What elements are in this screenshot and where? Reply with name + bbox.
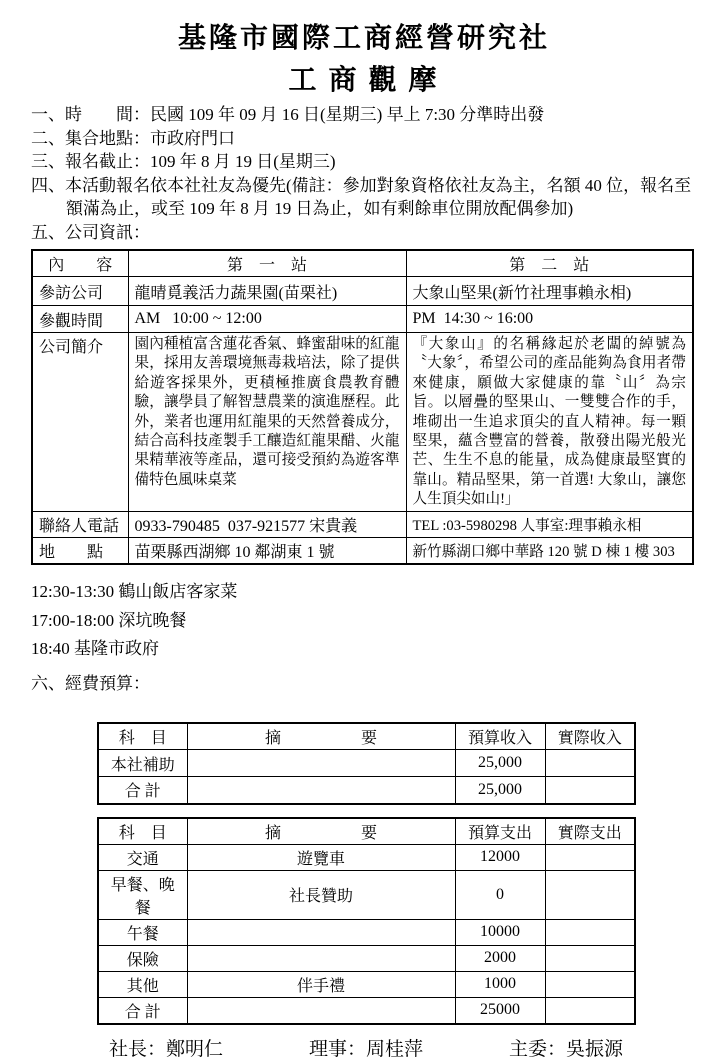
expense-other-budget: 1000 (455, 971, 545, 997)
income-subsidy-actual (545, 750, 635, 777)
table-row-visited-company (32, 277, 693, 306)
income-subsidy-budget: 25,000 (455, 750, 545, 777)
company-intro-stop2: 『大象山』的名稱緣起於老闆的綽號為〝大象〞，希望公司的產品能夠為食用者帶來健康，願做大家健康的靠〝山〞為宗旨。以層疊的堅果山、一雙雙合作的手，堆砌出一生追求頂尖的直人精神。每一顆堅果，蘊含豐富的營養，散發出陽光般光芒、生生不息的能量，成為健康最堅實的靠山。精品堅果，第一首選! 大象山，讓您人生頂尖如山!」 (406, 333, 693, 512)
contact-phone-stop2: TEL :03-5980298 人事室:理事賴永相 (406, 511, 693, 537)
label-visit-time: 參觀時間 (32, 306, 128, 333)
expense-total-budget: 25000 (455, 997, 545, 1024)
income-subsidy-subject: 本社補助 (98, 750, 187, 777)
expense-row-other (98, 971, 635, 997)
income-row-total (98, 777, 635, 804)
expense-header-summary: 摘 要 (187, 818, 455, 845)
expense-total-subject: 合 計 (98, 997, 187, 1024)
info-item-time: 一、時 間：民國 109 年 09 月 16 日(星期三) 早上 7:30 分準時出發 (31, 105, 545, 124)
itinerary-schedule (31, 578, 694, 664)
income-subsidy-summary (187, 750, 455, 777)
visited-company-stop2: 大象山堅果(新竹社理事賴永相) (406, 277, 693, 306)
expense-lunch-budget: 10000 (455, 919, 545, 945)
expense-other-subject: 其他 (98, 971, 187, 997)
schedule-dinner: 17:00-18:00 深坑晚餐 (31, 610, 187, 630)
expense-insurance-summary (187, 945, 455, 971)
expense-breakfast-dinner-summary: 社長贊助 (187, 870, 455, 919)
contact-phone-stop1: 0933-790485 037-921577 宋貴義 (128, 511, 406, 537)
income-total-budget: 25,000 (455, 777, 545, 804)
address-stop1: 苗栗縣西湖鄉 10 鄰湖東 1 號 (128, 537, 406, 564)
schedule-lunch: 12:30-13:30 鶴山飯店客家菜 (31, 582, 238, 602)
table-row-visit-time (32, 306, 693, 333)
income-table-header-row (98, 723, 635, 750)
visit-time-stop1: AM 10:00 ~ 12:00 (128, 306, 406, 333)
expense-row-transport (98, 844, 635, 870)
label-visited-company: 參訪公司 (32, 277, 128, 306)
expense-row-breakfast-dinner (98, 870, 635, 919)
signature-president: 社長：鄭明仁 (109, 1038, 224, 1060)
label-address: 地 點 (32, 537, 128, 564)
expense-breakfast-dinner-actual (545, 870, 635, 919)
expense-transport-budget: 12000 (455, 844, 545, 870)
expense-insurance-actual (545, 945, 635, 971)
income-total-summary (187, 777, 455, 804)
info-item-deadline: 三、報名截止：109 年 8 月 19 日(星期三) (31, 152, 336, 171)
expense-total-summary (187, 997, 455, 1024)
table-row-company-intro (32, 333, 693, 512)
company-intro-stop1: 園內種植富含蓮花香氣、蜂蜜甜味的紅龍果，採用友善環境無毒栽培法，除了提供給遊客採果外，更積極推廣食農教育體驗，讓學員了解智慧農業的演進歷程。此外，業者也運用紅龍果的天然營養成分，結合高科技產製手工釀造紅龍果醋、火龍果精華液等產品，還可接受預約為遊客準備特色風味桌菜 (128, 333, 406, 512)
expense-row-lunch (98, 919, 635, 945)
company-info-table (31, 249, 694, 565)
expense-other-actual (545, 971, 635, 997)
document-subtitle: 工商觀摩 (288, 65, 449, 96)
schedule-return: 18:40 基隆市政府 (31, 639, 159, 659)
address-stop2: 新竹縣湖口鄉中華路 120 號 D 棟 1 樓 303 (406, 537, 693, 564)
expense-header-budget: 預算支出 (455, 818, 545, 845)
info-item-meeting-point: 二、集合地點：市政府門口 (31, 128, 235, 148)
expense-lunch-summary (187, 919, 455, 945)
signature-line (109, 1037, 623, 1063)
expense-breakfast-dinner-subject: 早餐、晚餐 (98, 870, 187, 919)
income-total-subject: 合 計 (98, 777, 187, 804)
label-company-intro: 公司簡介 (32, 333, 128, 512)
expense-lunch-subject: 午餐 (98, 919, 187, 945)
label-contact-phone: 聯絡人電話 (32, 511, 128, 537)
info-item-registration-note: 四、本活動報名依本社社友為優先(備註：參加對象資格依社友為主，名額 40 位，報名至額滿為止，或至 109 年 8 月 19 日為止，如有剩餘車位開放配偶參加) (31, 175, 692, 218)
expense-transport-actual (545, 844, 635, 870)
document-title: 基隆市國際工商經營研究社 (177, 23, 550, 54)
header-stop-1: 第 一 站 (128, 250, 406, 277)
signature-chair: 主委：吳振源 (508, 1038, 623, 1060)
info-list (31, 103, 694, 244)
expense-lunch-actual (545, 919, 635, 945)
header-stop-2: 第 二 站 (406, 250, 693, 277)
income-total-actual (545, 777, 635, 804)
table-row-address (32, 537, 693, 564)
expense-table-header-row (98, 818, 635, 845)
income-header-actual: 實際收入 (545, 723, 635, 750)
income-header-summary: 摘 要 (187, 723, 455, 750)
table-row-contact-phone (32, 511, 693, 537)
expense-insurance-subject: 保險 (98, 945, 187, 971)
expense-other-summary: 伴手禮 (187, 971, 455, 997)
income-budget-table (97, 722, 636, 805)
income-header-budget: 預算收入 (455, 723, 545, 750)
expense-insurance-budget: 2000 (455, 945, 545, 971)
expense-row-insurance (98, 945, 635, 971)
signature-director: 理事：周桂萍 (308, 1038, 423, 1060)
expense-header-subject: 科 目 (98, 818, 187, 845)
visited-company-stop1: 龍晴覓義活力蔬果園(苗栗社) (128, 277, 406, 306)
visit-time-stop2: PM 14:30 ~ 16:00 (406, 306, 693, 333)
company-table-header-row (32, 250, 693, 277)
expense-budget-table (97, 817, 636, 1025)
expense-row-total (98, 997, 635, 1024)
header-content: 內 容 (32, 250, 128, 277)
expense-breakfast-dinner-budget: 0 (455, 870, 545, 919)
budget-section-heading: 六、經費預算： (31, 673, 150, 693)
income-row-subsidy (98, 750, 635, 777)
expense-total-actual (545, 997, 635, 1024)
expense-transport-subject: 交通 (98, 844, 187, 870)
income-header-subject: 科 目 (98, 723, 187, 750)
expense-transport-summary: 遊覽車 (187, 844, 455, 870)
expense-header-actual: 實際支出 (545, 818, 635, 845)
info-item-company-info-heading: 五、公司資訊： (31, 222, 150, 242)
